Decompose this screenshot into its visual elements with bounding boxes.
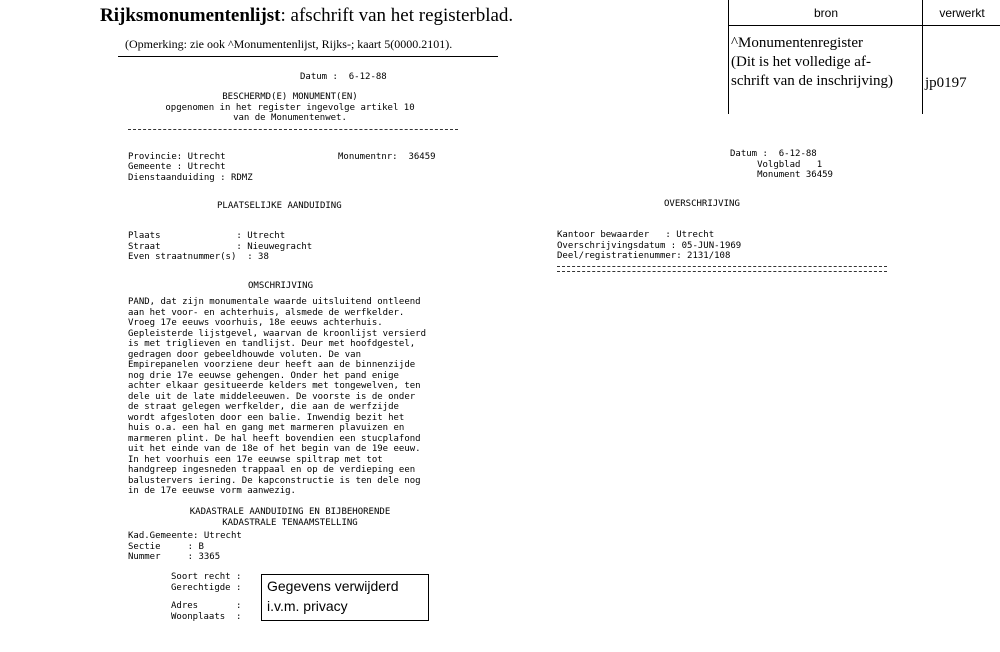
table-header-rule xyxy=(728,25,1000,26)
omschrijving-text: PAND, dat zijn monumentale waarde uitsluitend ontleend aan het voor- en achterhuis, alsmede de werfkelder. Vroeg 17e eeuws voorhuis, 18e eeuws achterhuis. Gepleisterde lijstgevel, waarvan de kroonlijst versierd is met triglieven en tandlijst. Deur met hoofdgestel, gedragen door gebeeldhouwde voluten. De van Empirepanelen voorziene deur heeft aan de binnenzijde nog drie 17e eeuwse gehengen. Onder het pand enige achter elkaar gesitueerde kelders met tongewelven, ten dele uit de late middeleeuwen. De voorste is de onder de straat gelegen werfkelder, die aan de werfzijde wordt afgesloten door een balie. Inwendig bezit het huis o.a. een hal en gang met marmeren plavuizen en marmeren plint. De hal heeft bovendien een stucplafond uit het einde van de 18e of het begin van de 19e eeuw. In het voorhuis een 17e eeuwse spiltrap met tot handgreep ingesneden trappaal en op de verdieping een balustervers iering. De kapconstructie is ten dele nog in de 17e eeuwse vorm aanwezig. xyxy=(128,297,427,496)
page-title-rest: : afschrift van het registerblad. xyxy=(280,5,514,26)
remark-note: (Opmerking: zie ook ^Monumentenlijst, Rijks-; kaart 5(0000.2101). xyxy=(125,37,453,51)
bron-value: ^Monumentenregister (Dit is het volledige af- schrift van de inschrijving) xyxy=(731,35,894,89)
plaatselijk-fields: Plaats : Utrecht Straat : Nieuwegracht Even straatnummer(s) : 38 xyxy=(128,231,313,262)
overschrijving-heading: OVERSCHRIJVING xyxy=(664,199,740,209)
monumentnr: Monumentnr: 36459 xyxy=(338,152,436,162)
double-dashed-separator xyxy=(557,266,887,272)
page-title xyxy=(100,5,513,27)
omschrijving-heading: OMSCHRIJVING xyxy=(248,281,314,291)
plaatselijk-heading: PLAATSELIJKE AANDUIDING xyxy=(217,201,342,211)
col-header-verwerkt: verwerkt xyxy=(939,6,985,20)
privacy-notice-box xyxy=(261,574,429,621)
table-divider xyxy=(922,0,923,114)
left-date: Datum : 6-12-88 xyxy=(300,72,387,82)
table-left-border xyxy=(728,0,729,114)
provincie-line: Provincie: Utrecht xyxy=(128,152,226,162)
monument-heading: BESCHERMD(E) MONUMENT(EN) opgenomen in het register ingevolge artikel 10 van de Monumentenwet. xyxy=(165,92,415,123)
right-date-block: Datum : 6-12-88 Volgblad 1 Monument 36459 xyxy=(730,149,833,180)
soort-recht-fields: Soort recht : Gerechtigde : xyxy=(171,572,242,593)
kadastraal-fields: Kad.Gemeente: Utrecht Sectie : B Nummer : 3365 xyxy=(128,531,242,562)
overschrijving-fields: Kantoor bewaarder : Utrecht Overschrijvingsdatum : 05-JUN-1969 Deel/registratienummer: 2131/108 xyxy=(557,230,742,261)
dashed-separator xyxy=(128,129,458,130)
col-header-bron: bron xyxy=(813,6,839,20)
adres-fields: Adres : Woonplaats : xyxy=(171,601,242,622)
kadastraal-heading: KADASTRALE AANDUIDING EN BIJBEHORENDE KADASTRALE TENAAMSTELLING xyxy=(189,507,391,528)
privacy-notice-text: Gegevens verwijderd i.v.m. privacy xyxy=(267,578,399,614)
page-title-bold: Rijksmonumentenlijst xyxy=(100,5,281,26)
gemeente-dienst: Gemeente : Utrecht Dienstaanduiding : RDMZ xyxy=(128,162,253,183)
verwerkt-value: jp0197 xyxy=(925,75,967,91)
header-underline xyxy=(118,56,498,57)
